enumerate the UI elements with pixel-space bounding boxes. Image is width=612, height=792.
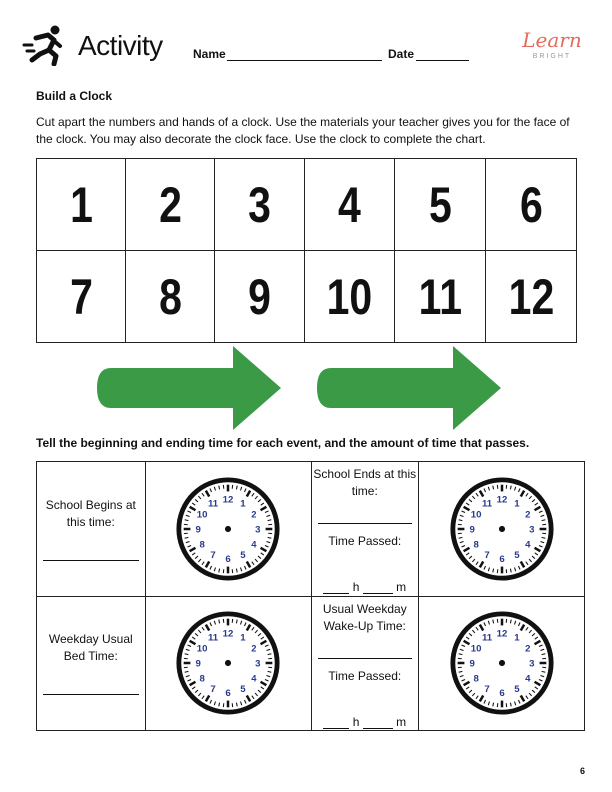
number-card: 11 [403,251,477,343]
clock-center [498,660,504,666]
clock-center [498,526,504,532]
logo-word: Learn [522,28,582,52]
clock-number: 12 [222,628,234,640]
hours-unit: h [352,714,360,729]
time-passed-label: Time Passed: [328,534,402,548]
clock-number: 2 [251,509,257,521]
start-time-blank[interactable] [43,560,139,561]
clock-face-icon [175,610,281,716]
hours-blank[interactable] [323,593,349,594]
clock-number: 12 [222,494,234,506]
clock-number: 12 [496,494,507,506]
clock-number: 8 [199,673,205,685]
clock-number: 3 [528,658,535,670]
clock-face-icon [175,476,281,582]
clock-number: 7 [210,549,216,561]
page-number: 6 [579,766,585,776]
clock-number: 8 [472,539,479,551]
clock-face-icon [449,476,555,582]
minutes-unit: m [396,580,407,594]
number-card: 3 [223,159,296,251]
clock-number: 1 [513,632,520,644]
clock-number: 11 [208,632,219,644]
number-card: 10 [312,251,387,343]
clock-hand-arrow-icon [317,346,503,430]
table-row [37,596,585,731]
time-passed-label: Time Passed: [328,668,402,683]
name-label: Name [193,47,226,61]
clock-number: 2 [524,509,531,521]
minutes-unit: m [396,714,407,729]
clock-number: 7 [483,549,490,561]
clock-number: 12 [496,628,507,640]
clock-number: 1 [513,498,520,510]
clock-number: 3 [255,524,261,536]
clock-number: 9 [195,658,201,670]
event-time-table [36,461,585,731]
clock-number: 3 [528,524,535,536]
number-card: 4 [312,159,387,251]
clock-center [225,660,231,666]
clock-number: 11 [208,498,219,510]
clock-number: 10 [196,509,208,521]
number-card: 5 [403,159,477,251]
chart-title: Tell the beginning and ending time for each event, and the amount of time that passes. [36,436,530,450]
name-field[interactable] [227,60,382,61]
clock-number: 4 [524,539,531,551]
clock-number: 6 [498,688,505,700]
clock-number: 4 [251,539,257,551]
clock-number: 2 [524,643,531,655]
number-card: 12 [494,251,569,343]
clock-number: 9 [195,524,201,536]
number-card: 1 [45,159,118,251]
running-person-icon [22,24,66,66]
clock-number: 8 [199,539,205,551]
clock-number: 4 [524,673,531,685]
clock-number: 11 [481,632,492,644]
clock-number: 5 [240,684,246,696]
clock-center [225,526,231,532]
clock-number: 11 [481,498,492,510]
clock-cell [145,596,311,731]
clock-number: 6 [225,553,231,565]
end-label: School Ends at this time: [313,467,417,498]
date-field[interactable] [416,60,469,61]
page-title: Activity [78,30,163,61]
clock-number: 10 [196,643,208,655]
clock-number: 6 [225,688,231,700]
section-title: Build a Clock [36,89,113,103]
clock-cell [419,462,585,597]
clock-number: 8 [472,673,479,685]
end-time-blank[interactable] [318,658,412,659]
table-row [37,462,585,597]
clock-cell [419,596,585,731]
clock-number: 1 [240,632,246,644]
number-cutout-grid [36,158,577,343]
clock-number: 5 [513,549,520,561]
date-label: Date [388,47,415,61]
logo-sub: BRIGHT [532,53,572,60]
learn-bright-logo [520,28,584,66]
start-time-blank[interactable] [43,694,139,695]
number-card: 8 [134,251,207,343]
instructions: Cut apart the numbers and hands of a clock. Use the materials your teacher gives you for the face of the clock. You may also decorate the clock face. Use the clock to complete the chart. [36,115,570,146]
clock-number: 4 [251,673,257,685]
minutes-blank[interactable] [363,593,393,594]
start-label: School Begins at this time: [45,497,136,529]
clock-number: 10 [470,643,482,655]
number-card: 9 [223,251,296,343]
number-card: 2 [134,159,207,251]
number-card: 6 [494,159,569,251]
hours-unit: h [352,580,360,594]
start-label-cell [37,462,146,597]
clock-number: 9 [468,658,475,670]
end-label-cell [311,596,419,731]
clock-number: 3 [255,658,261,670]
start-label: Weekday Usual Bed Time: [48,632,133,664]
end-time-blank[interactable] [318,523,412,524]
clock-hand-arrow-icon [97,346,283,430]
end-label: Usual Weekday Wake-Up Time: [322,601,407,633]
clock-number: 9 [468,524,475,536]
clock-number: 5 [240,549,246,561]
clock-number: 1 [240,498,246,510]
clock-number: 7 [210,684,216,696]
hours-blank[interactable] [323,728,349,729]
clock-number: 6 [498,553,505,565]
clock-number: 5 [513,684,520,696]
clock-face-icon [449,610,555,716]
end-label-cell [311,462,419,597]
number-card: 7 [45,251,118,343]
clock-number: 2 [251,643,257,655]
clock-number: 7 [483,684,490,696]
minutes-blank[interactable] [363,728,393,729]
clock-cell [145,462,311,597]
start-label-cell [37,596,146,731]
clock-number: 10 [470,509,482,521]
